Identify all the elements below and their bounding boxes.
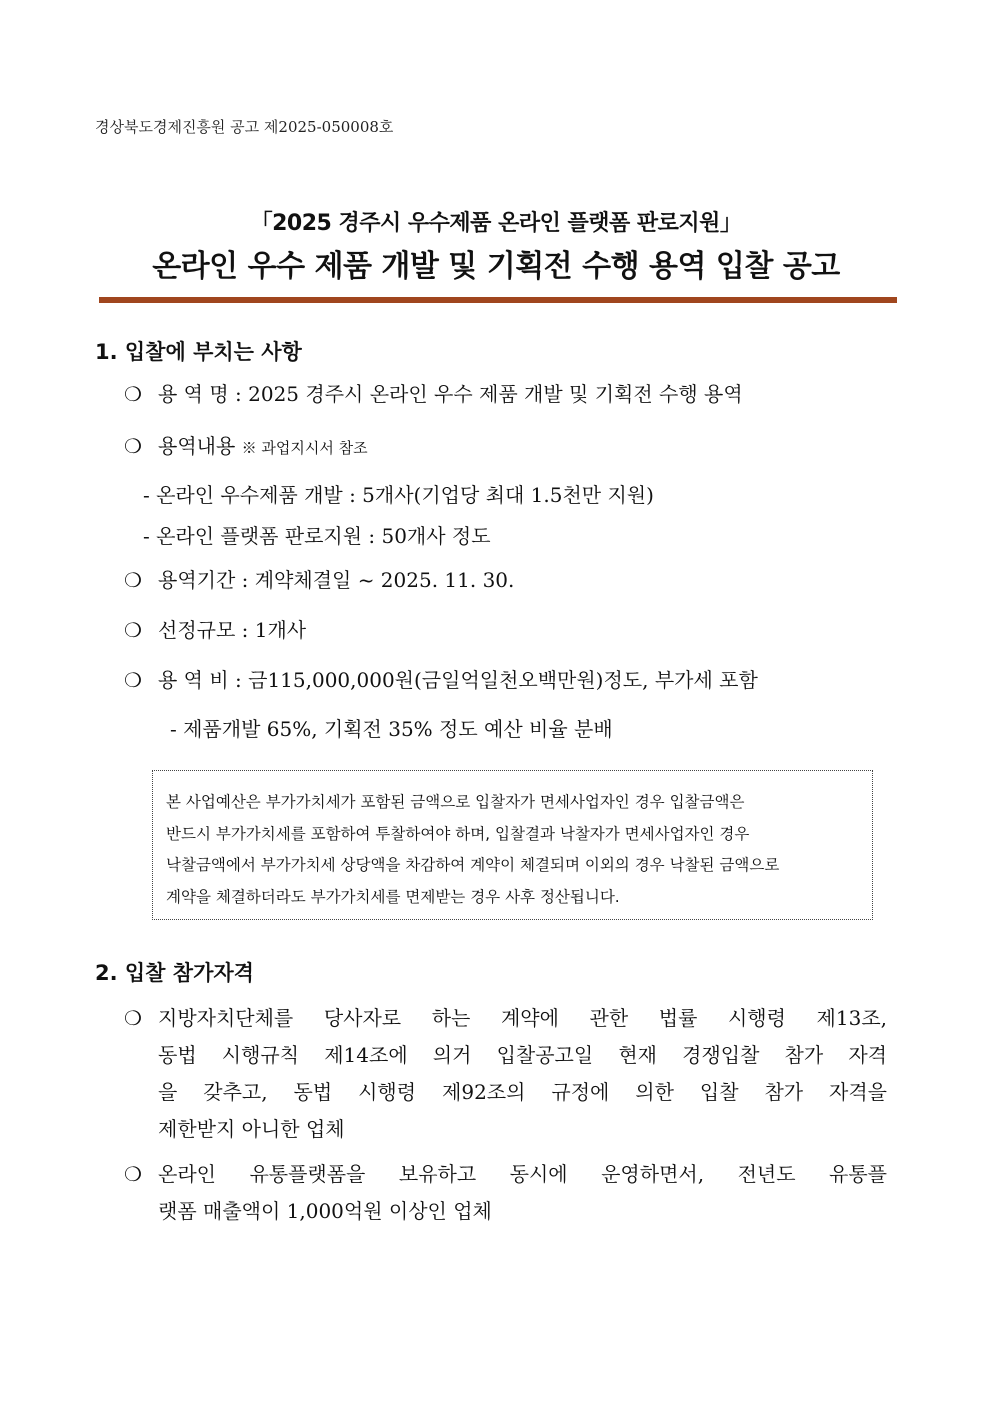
announcement-title-line-1: 「2025 경주시 우수제품 온라인 플랫폼 판로지원」 (250, 211, 742, 236)
announcement-title-line-2: 온라인 우수 제품 개발 및 기획전 수행 용역 입찰 공고 (152, 249, 840, 284)
sub-item-platform-support: - 온라인 플랫폼 판로지원 : 50개사 정도 (143, 524, 491, 548)
eligibility-paragraph-2 (124, 1156, 887, 1230)
eligibility-paragraph-1 (124, 1000, 887, 1148)
vat-notice-box (152, 770, 873, 920)
paragraph-line: 제한받지 아니한 업체 (158, 1117, 345, 1141)
notice-line: 본 사업예산은 부가가치세가 포함된 금액으로 입찰자가 면세사업자인 경우 입찰금액은 (166, 793, 745, 811)
item-service-name: ❍ 용 역 명 : 2025 경주시 온라인 우수 제품 개발 및 기획전 수행 용역 (124, 382, 743, 406)
section-2-heading: 2. 입찰 참가자격 (95, 961, 254, 985)
item-service-cost: ❍ 용 역 비 : 금115,000,000원(금일억일천오백만원)정도, 부가세 포함 (124, 668, 758, 692)
sub-item-product-development: - 온라인 우수제품 개발 : 5개사(기업당 최대 1.5천만 지원) (143, 483, 654, 507)
notice-line: 반드시 부가가치세를 포함하여 투찰하여야 하며, 입찰결과 낙찰자가 면세사업자인 경우 (166, 824, 750, 843)
circle-bullet-icon: ❍ (124, 618, 142, 642)
circle-bullet-icon: ❍ (124, 568, 142, 592)
paragraph-line: 랫폼 매출액이 1,000억원 이상인 업체 (158, 1199, 492, 1223)
item-service-period: ❍ 용역기간 : 계약체결일 ~ 2025. 11. 30. (124, 568, 515, 592)
sub-item-budget-ratio: - 제품개발 65%, 기획전 35% 정도 예산 비율 분배 (170, 717, 613, 741)
circle-bullet-icon: ❍ (124, 382, 142, 406)
circle-bullet-icon: ❍ (124, 1006, 142, 1030)
circle-bullet-icon: ❍ (124, 1162, 142, 1186)
section-1-heading: 1. 입찰에 부치는 사항 (95, 340, 302, 364)
content-reference-note: ※ 과업지시서 참조 (241, 439, 368, 457)
notice-line: 계약을 체결하더라도 부가가치세를 면제받는 경우 사후 정산됩니다. (166, 887, 620, 906)
item-selection-scale: ❍ 선정규모 : 1개사 (124, 618, 307, 642)
paragraph-line: 을 갖추고, 동법 시행령 제92조의 규정에 의한 입찰 참가 자격을 (158, 1080, 887, 1104)
notice-line: 낙찰금액에서 부가가치세 상당액을 차감하여 계약이 체결되며 이외의 경우 낙찰된 금액으로 (166, 856, 780, 874)
paragraph-line: 동법 시행규칙 제14조에 의거 입찰공고일 현재 경쟁입찰 참가 자격 (158, 1043, 887, 1067)
paragraph-line: 지방자치단체를 당사자로 하는 계약에 관한 법률 시행령 제13조, (158, 1006, 887, 1030)
document-number: 경상북도경제진흥원 공고 제2025-050008호 (95, 118, 394, 136)
circle-bullet-icon: ❍ (124, 434, 142, 458)
item-service-content: ❍ 용역내용 ※ 과업지시서 참조 (124, 434, 368, 458)
title-divider (99, 297, 897, 303)
circle-bullet-icon: ❍ (124, 668, 142, 692)
paragraph-line: 온라인 유통플랫폼을 보유하고 동시에 운영하면서, 전년도 유통플 (158, 1162, 887, 1186)
